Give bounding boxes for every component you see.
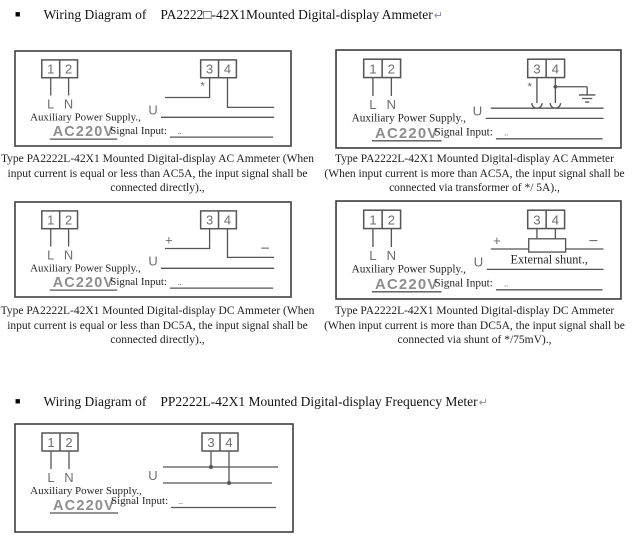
line-label: L — [47, 247, 55, 263]
diagram-ac-direct — [14, 50, 292, 147]
power-stub-wires — [373, 229, 391, 247]
signal-input-label: Signal Input: — [110, 276, 167, 289]
hidden-char-marks: .. — [504, 128, 509, 138]
heading-ammeter — [15, 7, 443, 23]
shunt-rect — [529, 239, 566, 252]
terminal-3: 3 — [533, 212, 541, 228]
neutral-label: N — [386, 248, 397, 264]
plus-label: + — [165, 232, 173, 248]
terminal-1: 1 — [369, 61, 377, 77]
terminal-1: 1 — [47, 435, 55, 450]
junction-dot — [227, 481, 231, 485]
voltage-label: AC220V — [52, 498, 116, 514]
terminal-2: 2 — [387, 212, 396, 228]
terminal-2: 2 — [65, 435, 73, 450]
terminal-3: 3 — [533, 61, 541, 77]
hidden-char-marks: .. — [504, 279, 509, 289]
line-label: L — [369, 97, 377, 113]
aux-supply-label: Auxiliary Power Supply., — [351, 112, 466, 125]
voltage-label: AC220V — [374, 125, 439, 142]
minus-label: − — [588, 231, 599, 250]
signal-wires — [165, 229, 274, 258]
u-label: U — [473, 254, 484, 270]
polarity-star: * — [200, 80, 205, 93]
terminal-3: 3 — [207, 435, 215, 450]
diagram-ac-transformer — [335, 49, 622, 149]
return-mark-icon: ↵ — [433, 10, 443, 22]
line-label: L — [47, 470, 55, 485]
caption-dc-shunt: Type PA2222L-42X1 Mounted Digital-display DC Ammeter (When input current is more than DC5A, the input signal shall be connected via shunt of */75mV)., — [324, 305, 625, 347]
hidden-char-marks: .. — [177, 127, 182, 137]
diagram-frequency — [14, 423, 294, 533]
signal-wires — [165, 78, 274, 108]
signal-input-label: Signal Input: — [111, 495, 169, 507]
external-shunt-label: External shunt., — [510, 252, 588, 267]
heading-ammeter-prefix: Wiring Diagram of — [43, 7, 147, 22]
power-stub-wires — [51, 229, 69, 247]
heading-ammeter-model: PA2222□-42X1Mounted Digital-display Ammeter — [160, 7, 433, 22]
heading-frequency-prefix: Wiring Diagram of — [43, 394, 147, 409]
terminal-1: 1 — [369, 212, 377, 228]
u-label: U — [148, 102, 158, 118]
polarity-star: * — [527, 80, 532, 93]
terminal-4: 4 — [551, 61, 560, 77]
power-stub-wires — [51, 451, 69, 469]
terminal-4: 4 — [223, 61, 232, 77]
line-label: L — [369, 248, 377, 264]
heading-frequency — [15, 394, 488, 410]
voltage-label: AC220V — [374, 276, 439, 293]
neutral-label: N — [64, 470, 74, 485]
signal-wires — [163, 451, 278, 483]
diagram-dc-direct — [14, 201, 292, 298]
caption-ac-direct: Type PA2222L-42X1 Mounted Digital-display AC Ammeter (When input current is equal or less than AC5A, the input signal shall be connected directly)., — [0, 153, 315, 195]
terminal-1: 1 — [47, 212, 55, 228]
aux-supply-label: Auxiliary Power Supply., — [351, 263, 466, 276]
terminal-4: 4 — [223, 212, 232, 228]
voltage-label: AC220V — [52, 275, 115, 292]
aux-supply-label: Auxiliary Power Supply., — [30, 485, 142, 497]
heading-frequency-model: PP2222L-42X1 Mounted Digital-display Frequency Meter — [160, 394, 478, 409]
aux-supply-label: Auxiliary Power Supply., — [30, 111, 141, 124]
terminal-1: 1 — [47, 61, 55, 77]
hidden-char-marks: .. — [179, 497, 183, 506]
terminal-2: 2 — [65, 61, 73, 77]
signal-input-label: Signal Input: — [110, 125, 167, 138]
square-bullet-icon: ■ — [15, 9, 21, 19]
hidden-char-marks: .. — [177, 278, 182, 288]
terminal-2: 2 — [387, 61, 396, 77]
caption-dc-direct: Type PA2222L-42X1 Mounted Digital-display DC Ammeter (When input current is equal or less than DC5A, the input signal shall be connected directly)., — [0, 305, 315, 347]
ground-icon — [555, 87, 595, 102]
line-label: L — [47, 96, 55, 112]
square-bullet-icon: ■ — [15, 396, 21, 406]
diagram-dc-shunt — [335, 200, 622, 300]
neutral-label: N — [63, 247, 74, 263]
neutral-label: N — [63, 96, 74, 112]
neutral-label: N — [386, 97, 397, 113]
terminal-4: 4 — [551, 212, 560, 228]
terminal-3: 3 — [206, 212, 214, 228]
plus-label: + — [493, 232, 501, 248]
terminal-3: 3 — [206, 61, 214, 77]
junction-dot — [209, 465, 213, 469]
u-label: U — [472, 103, 483, 119]
voltage-label: AC220V — [52, 124, 115, 141]
terminal-4: 4 — [225, 435, 233, 450]
power-stub-wires — [51, 78, 69, 96]
signal-input-label: Signal Input: — [434, 277, 493, 290]
minus-label: − — [260, 240, 270, 258]
terminal-2: 2 — [65, 212, 73, 228]
caption-ac-transformer: Type PA2222L-42X1 Mounted Digital-display AC Ammeter (When input current is more than AC5A, the input signal shall be connected via transformer of */ 5A)., — [324, 153, 625, 195]
aux-supply-label: Auxiliary Power Supply., — [30, 262, 141, 275]
u-label: U — [148, 468, 158, 483]
u-label: U — [148, 253, 158, 269]
signal-input-label: Signal Input: — [434, 126, 493, 139]
return-mark-icon: ↵ — [478, 397, 488, 409]
power-stub-wires — [373, 78, 391, 96]
